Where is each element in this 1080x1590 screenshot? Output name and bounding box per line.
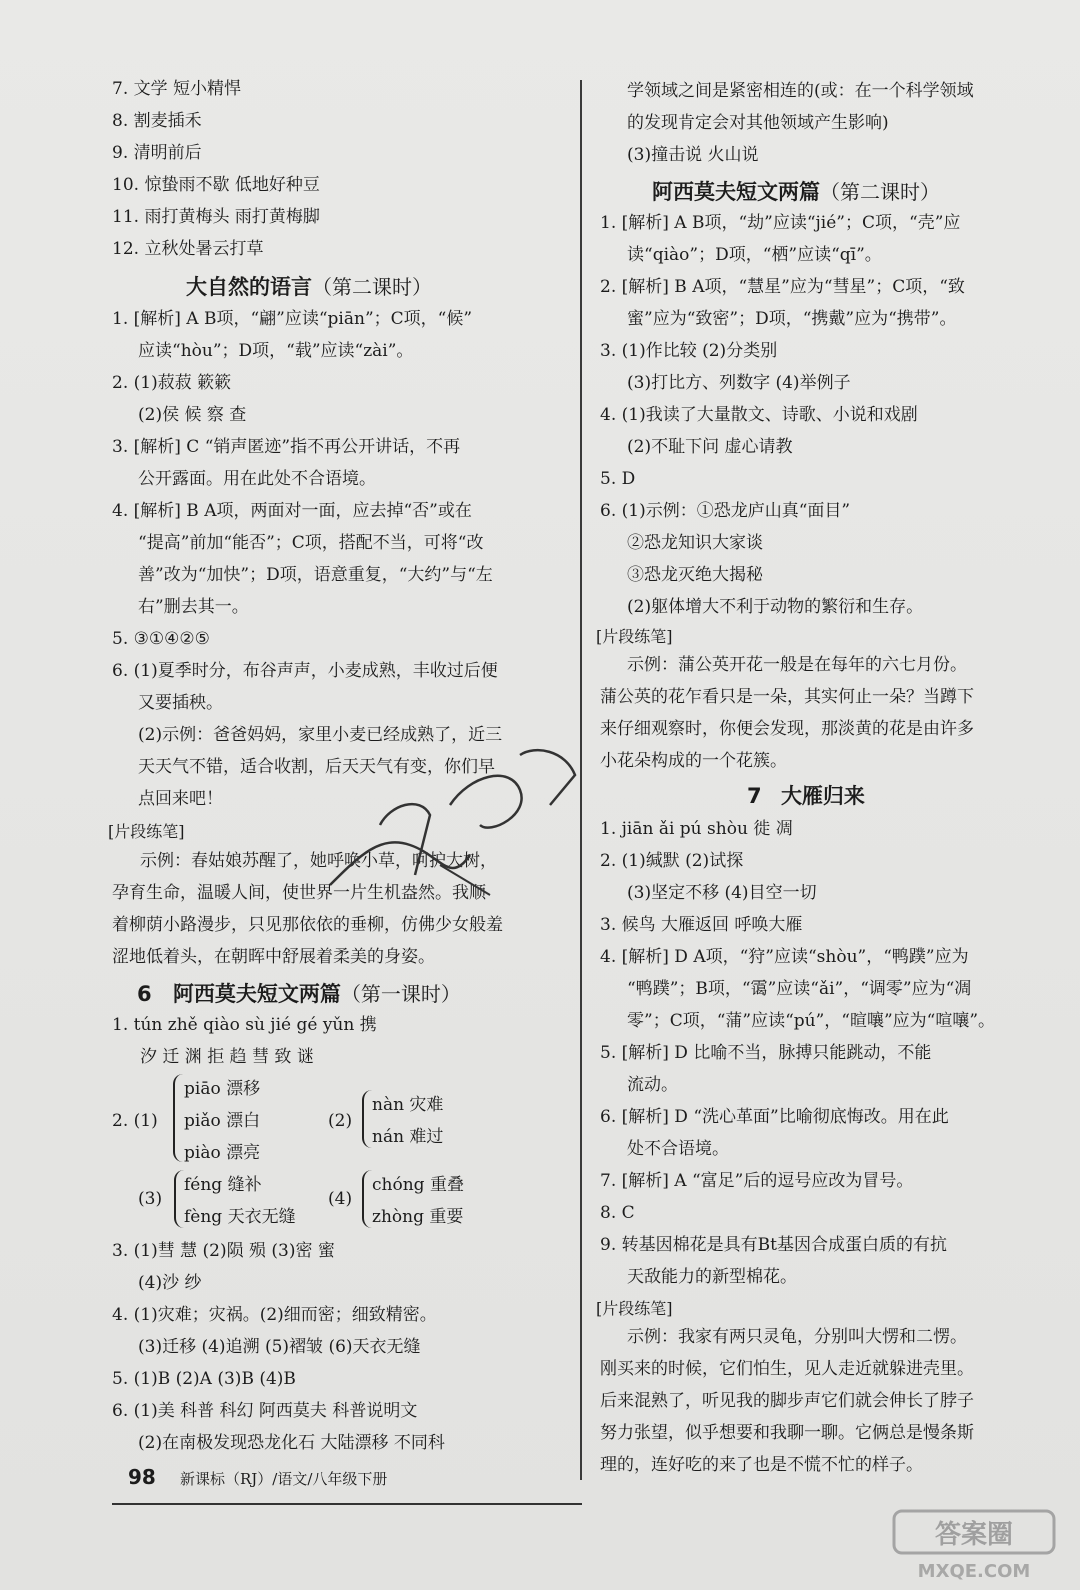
- pinyin-pair: fèng 天衣无缝: [184, 1207, 296, 1227]
- answer-line: 3. (1)彗 慧 (2)陨 殒 (3)密 蜜: [112, 1241, 335, 1261]
- answer-line: 天天气不错，适合收割，后天天气有变，你们早: [138, 757, 495, 777]
- answer-line: 读“qiào”；D项，“栖”应读“qī”。: [627, 245, 882, 265]
- answer-line: 学领域之间是紧密相连的(或：在一个科学领域: [627, 81, 974, 101]
- pinyin-pair: zhòng 重要: [372, 1207, 464, 1227]
- answer-line: ③恐龙灭绝大揭秘: [627, 565, 763, 585]
- answer-line: 8. C: [600, 1203, 635, 1223]
- pinyin-pair: nán 难过: [372, 1127, 444, 1147]
- pinyin-pair: féng 缝补: [184, 1175, 262, 1195]
- answer-line: 12. 立秋处暑云打草: [112, 239, 264, 259]
- section-tag: [片段练笔]: [108, 822, 185, 841]
- answer-line: (3)迁移 (4)追溯 (5)褶皱 (6)天衣无缝: [138, 1337, 421, 1357]
- answer-line: 5. D: [600, 469, 636, 489]
- answer-line: 4. (1)我读了大量散文、诗歌、小说和戏剧: [600, 405, 918, 425]
- heading-sub: （第二课时）: [312, 275, 432, 299]
- heading-sub: （第一课时）: [340, 982, 461, 1006]
- paragraph-line: 示例：春姑娘苏醒了，她呼唤小草，呵护大树，: [140, 851, 497, 871]
- answer-line: 3. (1)作比较 (2)分类别: [600, 341, 778, 361]
- paragraph-line: 涩地低着头，在朝晖中舒展着柔美的身姿。: [112, 947, 435, 967]
- answer-line: 又要插秧。: [138, 693, 223, 713]
- answer-line: 10. 惊蛰雨不歇 低地好种豆: [112, 175, 320, 195]
- heading-sub: （第二课时）: [820, 180, 940, 204]
- paragraph-line: 后来混熟了，听见我的脚步声它们就会伸长了脖子: [600, 1391, 974, 1411]
- answer-line: 零”；C项，“蒲”应读“pú”，“暄嚷”应为“喧嚷”。: [627, 1011, 996, 1031]
- watermark-logo: [890, 1505, 1060, 1585]
- paragraph-line: 示例：我家有两只灵龟，分别叫大愣和二愣。: [627, 1327, 967, 1347]
- brace: [173, 1074, 183, 1162]
- answer-line: ②恐龙知识大家谈: [627, 533, 763, 553]
- answer-line: 应读“hòu”；D项，“载”应读“zài”。: [138, 341, 414, 361]
- answer-line: 9. 清明前后: [112, 143, 202, 163]
- brace: [174, 1170, 184, 1228]
- answer-line: 4. [解析] B A项，两面对一面，应去掉“否”或在: [112, 501, 472, 521]
- heading-main: 大雁归来: [780, 784, 865, 808]
- answer-line: 11. 雨打黄梅头 雨打黄梅脚: [112, 207, 320, 227]
- section-heading: [652, 176, 940, 206]
- heading-main: 阿西莫夫短文两篇: [652, 180, 820, 204]
- answer-line: 善”改为“加快”；D项，语意重复，“大约”与“左: [138, 565, 493, 585]
- lesson-number: 7: [747, 784, 762, 808]
- answer-line: 7. 文学 短小精悍: [112, 79, 242, 99]
- answer-line: 2. [解析] B A项，“慧星”应为“彗星”；C项，“致: [600, 277, 965, 297]
- answer-line: 3. 候鸟 大雁返回 呼唤大雁: [600, 915, 803, 935]
- answer-line: 7. [解析] A “富足”后的逗号应改为冒号。: [600, 1171, 914, 1191]
- answer-line: 1. [解析] A B项，“翩”应读“piān”；C项，“候”: [112, 309, 473, 329]
- section-tag: [片段练笔]: [596, 1299, 673, 1318]
- answer-line: 天敌能力的新型棉花。: [627, 1267, 797, 1287]
- answer-line: 点回来吧！: [138, 789, 223, 809]
- answer-line: (2)不耻下问 虚心请教: [627, 437, 793, 457]
- svg-text:MXQE.COM: MXQE.COM: [917, 1561, 1031, 1582]
- char-row: 汐 迁 渊 拒 趋 彗 致 谜: [140, 1047, 314, 1067]
- pinyin-pair: piào 漂亮: [184, 1143, 261, 1163]
- paragraph-line: 理的，连好吃的来了也是不慌不忙的样子。: [600, 1455, 923, 1475]
- answer-line: (3)撞击说 火山说: [627, 145, 759, 165]
- pinyin-pair: chóng 重叠: [372, 1175, 464, 1195]
- paragraph-line: 蒲公英的花乍看只是一朵，其实何止一朵？当蹲下: [600, 687, 974, 707]
- answer-line: (2)躯体增大不利于动物的繁衍和生存。: [627, 597, 924, 617]
- answer-line: (2)侯 候 察 查: [138, 405, 247, 425]
- svg-text:答案圈: 答案圈: [934, 1520, 1014, 1550]
- book-series: 新课标（RJ）/语文/八年级下册: [180, 1470, 388, 1488]
- answer-line: (2)示例：爸爸妈妈，家里小麦已经成熟了，近三: [138, 725, 503, 745]
- pinyin-pair: nàn 灾难: [372, 1095, 444, 1115]
- heading-main: 阿西莫夫短文两篇: [172, 982, 341, 1006]
- answer-line: 5. [解析] D 比喻不当，脉搏只能跳动，不能: [600, 1043, 932, 1063]
- answer-line: 5. (1)B (2)A (3)B (4)B: [112, 1369, 296, 1389]
- answer-line: 蜜”应为“致密”；D项，“携戴”应为“携带”。: [627, 309, 957, 329]
- answer-line: 6. (1)示例：①恐龙庐山真“面目”: [600, 501, 851, 521]
- handwriting-scribble: [320, 735, 590, 910]
- answer-line: (2)在南极发现恐龙化石 大陆漂移 不同科: [138, 1433, 445, 1453]
- answer-line: “鸭蹼”；B项，“霭”应读“ǎi”，“调零”应为“凋: [627, 979, 972, 999]
- answer-line: 6. [解析] D “洗心革面”比喻彻底悔改。用在此: [600, 1107, 949, 1127]
- section-heading: [747, 780, 865, 810]
- answer-line: 2. (1)缄默 (2)试探: [600, 851, 744, 871]
- answer-line: 4. [解析] D A项，“狩”应读“shòu”，“鸭蹼”应为: [600, 947, 969, 967]
- question-label: (3): [138, 1189, 163, 1209]
- footer-rule: [112, 1503, 582, 1505]
- answer-line: 5. ③①④②⑤: [112, 629, 210, 649]
- answer-line: 处不合语境。: [627, 1139, 729, 1159]
- answer-line: (3)打比方、列数字 (4)举例子: [627, 373, 851, 393]
- paragraph-line: 小花朵构成的一个花簇。: [600, 751, 787, 771]
- paragraph-line: 来仔细观察时，你便会发现，那淡黄的花是由许多: [600, 719, 974, 739]
- paragraph-line: 着柳荫小路漫步，只见那依依的垂柳，仿佛少女般羞: [112, 915, 503, 935]
- answer-line: 6. (1)夏季时分，布谷声声，小麦成熟，丰收过后便: [112, 661, 498, 681]
- page-number: 98: [128, 1465, 156, 1489]
- pinyin-pair: piǎo 漂白: [184, 1111, 261, 1131]
- answer-line: 流动。: [627, 1075, 678, 1095]
- answer-line: (4)沙 纱: [138, 1273, 202, 1293]
- paragraph-line: 孕育生命，温暖人间，使世界一片生机盎然。我顺: [112, 883, 486, 903]
- answer-line: 8. 割麦插禾: [112, 111, 202, 131]
- question-label: (4): [328, 1189, 353, 1209]
- lesson-number: 6: [137, 982, 152, 1006]
- answer-line: 1. jiān ǎi pú shòu 徙 凋: [600, 819, 793, 839]
- heading-main: 大自然的语言: [186, 275, 312, 299]
- answer-line: 2. (1)菽菽 簌簌: [112, 373, 232, 393]
- answer-line: 9. 转基因棉花是具有Bt基因合成蛋白质的有抗: [600, 1235, 947, 1255]
- answer-line: 右”删去其一。: [138, 597, 249, 617]
- answer-line: 1. [解析] A B项，“劫”应读“jié”；C项，“壳”应: [600, 213, 961, 233]
- question-label: (2): [328, 1111, 353, 1131]
- answer-line: 4. (1)灾难；灾祸。(2)细而密；细致精密。: [112, 1305, 437, 1325]
- paragraph-line: 刚买来的时候，它们怕生，见人走近就躲进壳里。: [600, 1359, 974, 1379]
- answer-line: 的发现肯定会对其他领域产生影响): [627, 113, 889, 133]
- paragraph-line: 努力张望，似乎想要和我聊一聊。它俩总是慢条斯: [600, 1423, 974, 1443]
- brace: [362, 1170, 372, 1228]
- answer-line: 6. (1)美 科普 科幻 阿西莫夫 科普说明文: [112, 1401, 418, 1421]
- answer-line: 3. [解析] C “销声匿迹”指不再公开讲话，不再: [112, 437, 461, 457]
- section-tag: [片段练笔]: [596, 627, 673, 646]
- paragraph-line: 示例：蒲公英开花一般是在每年的六七月份。: [627, 655, 967, 675]
- answer-line: (3)坚定不移 (4)目空一切: [627, 883, 817, 903]
- section-heading: [137, 978, 461, 1008]
- pinyin-row: 1. tún zhě qiào sù jié gé yǔn 携: [112, 1015, 377, 1035]
- question-label: 2. (1): [112, 1111, 158, 1131]
- section-heading: [186, 271, 432, 301]
- answer-line: “提高”前加“能否”；C项，搭配不当，可将“改: [138, 533, 484, 553]
- answer-line: 公开露面。用在此处不合语境。: [138, 469, 376, 489]
- brace: [362, 1090, 372, 1148]
- pinyin-pair: piāo 漂移: [184, 1079, 261, 1099]
